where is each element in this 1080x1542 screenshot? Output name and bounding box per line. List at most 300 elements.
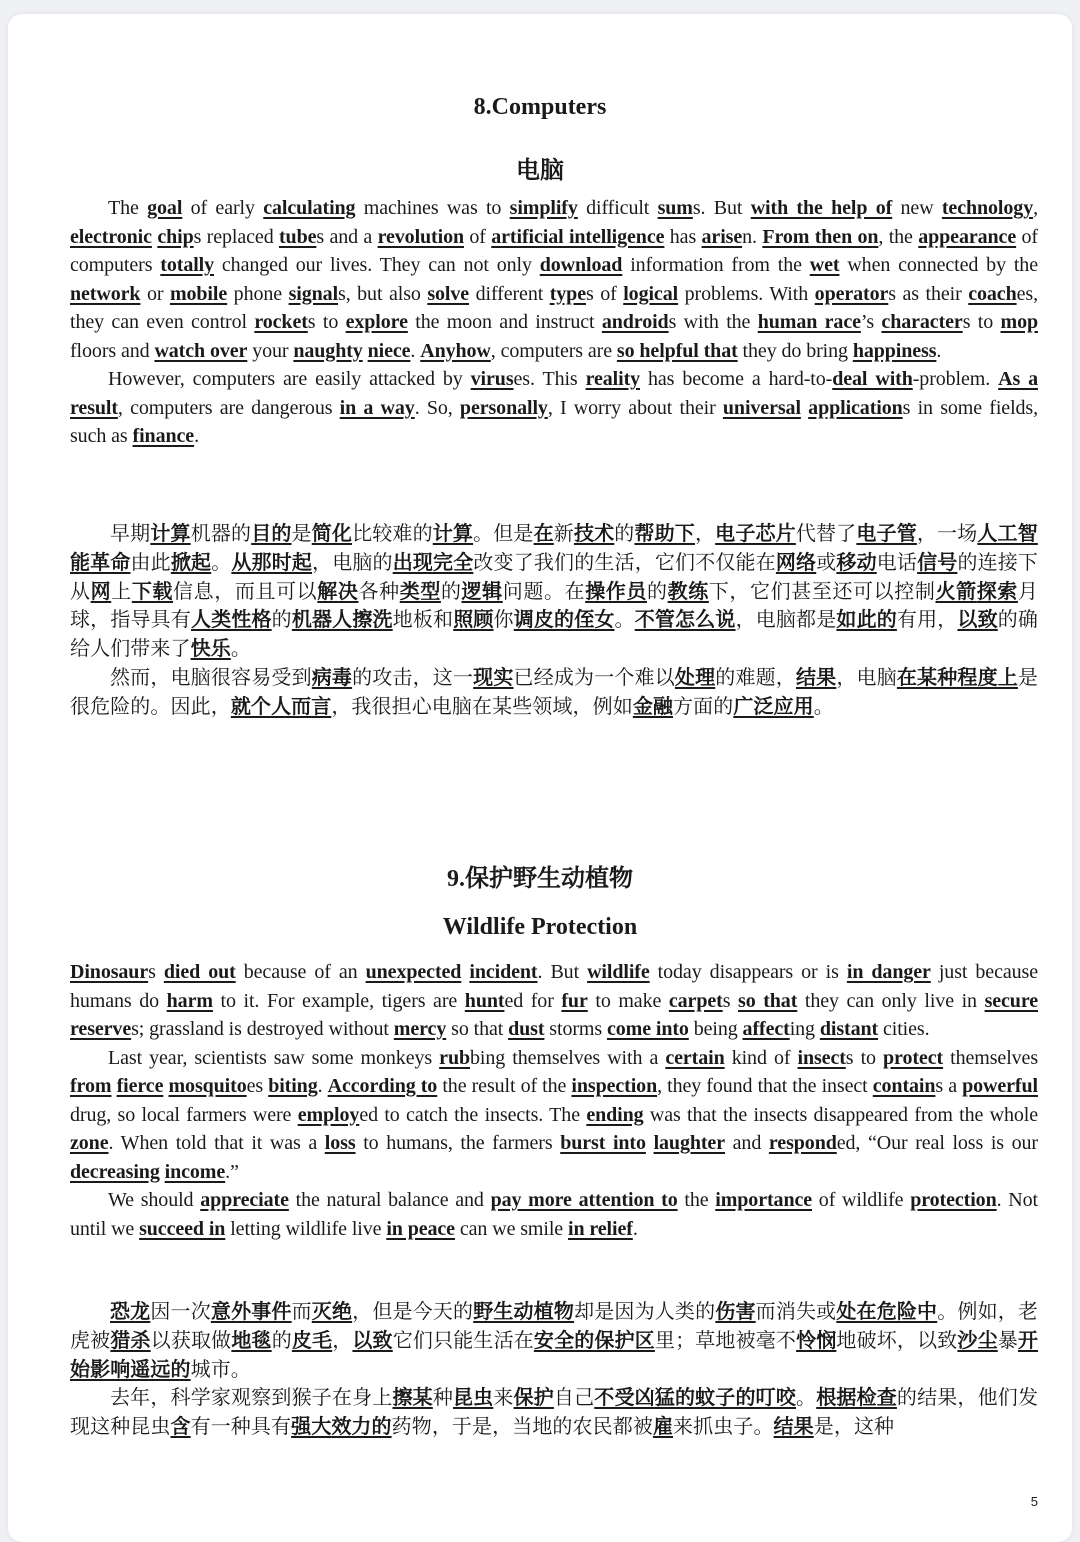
text-run: 却是因为人类的 <box>574 1299 716 1323</box>
text-run: 代替了 <box>795 521 857 545</box>
vocab-term: network <box>70 282 141 305</box>
vocab-term: As a result <box>70 368 1038 419</box>
vocab-term: died out <box>163 961 236 983</box>
text-run: 。 <box>813 693 834 718</box>
text-run: they do bring <box>737 339 853 362</box>
text-run: s as their <box>888 282 969 305</box>
section8-subtitle: 电脑 <box>516 158 564 184</box>
vocab-term: in peace <box>386 1217 455 1240</box>
vocab-term: 计算 <box>432 521 474 545</box>
text-run: ’s <box>860 311 882 333</box>
text-run: s with the <box>668 311 758 333</box>
vocab-term: 在 <box>533 521 554 545</box>
text-run: We should <box>108 1189 201 1211</box>
text-run: ， <box>332 1327 353 1352</box>
vocab-term: 掀起 <box>170 549 212 574</box>
text-run: However, computers are easily attacked by <box>108 368 471 390</box>
text-run: s <box>148 961 164 983</box>
vocab-term: wildlife <box>587 961 650 983</box>
text-run: 是很危险的。因此， <box>70 664 1039 718</box>
text-run: , <box>1033 197 1038 219</box>
text-run: can we smile <box>454 1217 568 1240</box>
vocab-term: 探索 <box>976 578 1018 603</box>
vocab-term: 就个人而言 <box>230 693 332 718</box>
text-run: the moon and instruct <box>407 311 602 333</box>
vocab-term: chip <box>157 225 194 248</box>
text-run: 的 <box>440 578 462 603</box>
vocab-term: 计算 <box>150 521 191 545</box>
vocab-term: 逻辑 <box>461 578 503 603</box>
text-run: 是 <box>291 521 312 545</box>
vocab-term: totally <box>160 254 215 276</box>
text-run: 。 <box>230 636 251 661</box>
vocab-term: 下载 <box>131 578 174 603</box>
vocab-term: coach <box>968 282 1017 305</box>
text-run: 机器的 <box>190 521 252 545</box>
vocab-term: 以致 <box>957 607 998 632</box>
text-run: 有用， <box>896 607 958 632</box>
vocab-term: 安全的保护区 <box>533 1327 655 1352</box>
vocab-term: so that <box>738 989 798 1012</box>
text-run: 月球，指导具有 <box>70 578 1039 632</box>
vocab-term: 电子管 <box>856 521 917 545</box>
text-run: the natural balance and <box>288 1189 491 1211</box>
text-run: 而消失或 <box>755 1299 837 1323</box>
text-run: es, they can even control <box>70 282 1038 333</box>
text-run: cities. <box>878 1018 930 1040</box>
vocab-term: decreasing <box>70 1160 160 1183</box>
vocab-term: 效力的 <box>331 1414 392 1439</box>
vocab-term: 技术 <box>573 521 615 545</box>
vocab-term: contain <box>872 1075 936 1097</box>
vocab-term: 机器人擦洗 <box>291 607 393 632</box>
vocab-term: carpet <box>668 989 723 1012</box>
text-run: s to <box>962 311 1001 333</box>
paragraph <box>70 1186 1038 1243</box>
text-run: s replaced <box>193 225 279 248</box>
vocab-term: 结果 <box>795 664 837 689</box>
text-run: es. This <box>513 368 586 390</box>
text-run: s. But <box>692 197 751 219</box>
text-run: changed our lives. They can not only <box>214 254 540 276</box>
text-run: Last year, scientists saw some monkeys <box>108 1046 440 1069</box>
vocab-term: pay more attention to <box>490 1189 678 1211</box>
text-run: kind of <box>724 1046 798 1069</box>
vocab-term: character <box>881 311 963 333</box>
vocab-term: 以致 <box>352 1327 393 1352</box>
vocab-term: 完全 <box>433 549 474 574</box>
vocab-term: 现实 <box>473 664 514 689</box>
page-number: 5 <box>1030 1494 1038 1509</box>
vocab-term: solve <box>427 282 470 305</box>
text-run: they can only live in <box>797 989 985 1012</box>
vocab-term: secure <box>984 989 1039 1012</box>
text-run: of early <box>182 197 264 219</box>
text-run: s, but also <box>338 282 428 305</box>
text-run: , they found that the insect <box>657 1075 873 1097</box>
vocab-term: 如此的 <box>836 607 897 632</box>
vocab-term: so helpful that <box>616 339 738 362</box>
paragraph <box>70 958 1038 1044</box>
text-run: bing themselves with a <box>470 1046 666 1069</box>
text-run: has become a hard-to- <box>640 368 833 390</box>
vocab-term: rub <box>439 1046 470 1069</box>
vocab-term: employ <box>297 1103 360 1126</box>
vocab-term: 金融 <box>632 693 674 718</box>
vocab-term: 处在危险中 <box>836 1299 938 1323</box>
text-run: 或 <box>816 549 837 574</box>
vocab-term: affect <box>742 1018 790 1040</box>
text-run: today disappears or is <box>649 961 847 983</box>
text-run: ，电脑都是 <box>735 607 837 632</box>
vocab-term: biting <box>268 1075 318 1097</box>
text-run: 上 <box>111 578 132 603</box>
text-run: problems. With <box>678 282 815 305</box>
section9-chinese-text <box>70 1297 1038 1441</box>
text-run: being <box>688 1018 743 1040</box>
text-run: of <box>464 225 492 248</box>
text-run: the result of the <box>437 1075 572 1097</box>
vocab-term: deal with <box>832 368 913 390</box>
vocab-term: 开始影响遥远的 <box>70 1327 1039 1381</box>
vocab-term: watch over <box>154 339 248 362</box>
text-run: 地破坏，以致 <box>836 1327 958 1352</box>
text-run: floors and <box>70 339 155 362</box>
text-run: 方面的 <box>673 693 734 718</box>
vocab-term: Anyhow <box>420 339 491 362</box>
vocab-term: application <box>808 396 903 419</box>
text-run: 的 <box>271 607 292 632</box>
text-run: . <box>317 1075 328 1097</box>
vocab-term: 灭绝 <box>311 1299 353 1323</box>
text-run: drug, so local farmers were <box>70 1103 298 1126</box>
text-run: 来抓虫子。 <box>673 1414 774 1439</box>
vocab-term: fierce <box>116 1075 164 1097</box>
vocab-term: universal <box>722 396 801 419</box>
vocab-term: 病毒 <box>311 664 353 689</box>
vocab-term: protection <box>910 1189 997 1211</box>
vocab-term: succeed in <box>139 1217 226 1240</box>
text-run: 药物，于是，当地的农民都被 <box>391 1414 653 1439</box>
vocab-term: 帮助下 <box>634 521 695 545</box>
text-run: s; grassland is destroyed without <box>131 1018 394 1040</box>
text-run: s in some fields, such as <box>70 396 1039 447</box>
text-run: ，我很担心电脑在某些领域，例如 <box>331 693 633 718</box>
vocab-term: insect <box>797 1046 846 1069</box>
vocab-term: mercy <box>393 1018 447 1040</box>
vocab-term: sum <box>657 197 693 219</box>
vocab-term: virus <box>470 368 514 390</box>
text-run: 去年，科学家观察到猴子在身上 <box>110 1385 393 1410</box>
vocab-term: powerful <box>962 1075 1038 1097</box>
vocab-term: 根据检查 <box>816 1385 897 1410</box>
text-run: 种 <box>432 1385 453 1410</box>
vocab-term: 不受凶猛的蚊子的叮咬 <box>594 1385 797 1410</box>
text-run: . <box>410 339 421 362</box>
text-run: 电话 <box>876 549 918 574</box>
vocab-term: 出现 <box>392 549 434 574</box>
text-run: 它们只能生活在 <box>392 1327 534 1352</box>
vocab-term: operator <box>814 282 889 305</box>
vocab-term: From then on <box>762 225 879 248</box>
vocab-term: inspection <box>571 1075 658 1097</box>
text-run: 问题。在 <box>502 578 586 603</box>
vocab-term: reality <box>585 368 641 390</box>
text-run: 下，它们甚至还可以控制 <box>708 578 936 603</box>
text-run: 因一次 <box>150 1299 211 1323</box>
text-run: ，电脑 <box>836 664 897 689</box>
vocab-term: tube <box>278 225 317 248</box>
paragraph <box>70 194 1038 365</box>
vocab-term: signal <box>288 282 339 305</box>
vocab-term: 网络 <box>775 549 817 574</box>
text-run: . So, <box>414 396 460 419</box>
text-run: when connected by the <box>839 254 1038 276</box>
vocab-term: mosquito <box>168 1075 247 1097</box>
text-run: 已经成为一个难以 <box>513 664 675 689</box>
vocab-term: appreciate <box>200 1189 289 1211</box>
text-run: phone <box>227 282 289 305</box>
text-run: , the <box>878 225 919 248</box>
text-run: , computers are dangerous <box>117 396 340 419</box>
vocab-term: 雇 <box>652 1414 674 1439</box>
text-run: 。 <box>211 549 232 574</box>
text-run: 地板和 <box>392 607 454 632</box>
vocab-term: 从那时起 <box>231 549 313 574</box>
text-run: 。例如，老虎被 <box>70 1299 1039 1352</box>
vocab-term: 怜悯 <box>796 1327 837 1352</box>
text-run: . Not until we <box>70 1189 1038 1240</box>
text-run: of wildlife <box>812 1189 911 1211</box>
text-run: s of <box>585 282 624 305</box>
vocab-term: 恐龙 <box>110 1299 151 1323</box>
text-run: 的 <box>614 521 635 545</box>
paragraph <box>70 1383 1038 1441</box>
vocab-term: 地毯 <box>231 1327 272 1352</box>
text-run: ed to catch the insects. The <box>359 1103 587 1126</box>
text-run: ，电脑的 <box>312 549 393 574</box>
text-run: or <box>140 282 170 305</box>
vocab-term: 处理 <box>674 664 716 689</box>
paragraph <box>70 519 1038 663</box>
text-run: 新 <box>553 521 574 545</box>
vocab-term: revolution <box>377 225 464 248</box>
text-run: storms <box>544 1018 607 1040</box>
text-run: 的 <box>271 1327 292 1352</box>
vocab-term: dust <box>508 1018 545 1040</box>
vocab-term: rocket <box>254 311 308 333</box>
vocab-term: arise <box>701 225 743 248</box>
text-run: .” <box>225 1160 239 1183</box>
vocab-term: 皮毛 <box>291 1327 333 1352</box>
vocab-term: mop <box>1000 311 1038 333</box>
text-run: n. <box>742 225 763 248</box>
text-run: so that <box>446 1018 509 1040</box>
vocab-term: 人工智能革命 <box>70 521 1038 574</box>
paragraph <box>70 1044 1038 1187</box>
vocab-term: fur <box>561 989 588 1012</box>
vocab-term: zone <box>70 1132 109 1154</box>
text-run: 由此 <box>130 549 171 574</box>
vocab-term: logical <box>623 282 679 305</box>
text-run: different <box>469 282 550 305</box>
vocab-term: 强大 <box>291 1414 332 1439</box>
text-run: to it. For example, tigers are <box>212 989 465 1012</box>
text-run: ，但是今天的 <box>352 1299 474 1323</box>
vocab-term: reserve <box>70 1018 132 1040</box>
vocab-term: in a way <box>339 396 415 419</box>
vocab-term: appearance <box>918 225 1017 248</box>
text-run: 来 <box>493 1385 514 1410</box>
text-run: 比较难的 <box>352 521 433 545</box>
vocab-term: incident <box>469 961 538 983</box>
vocab-term: technology <box>941 197 1034 219</box>
vocab-term: 广泛应用 <box>733 693 814 718</box>
vocab-term: in relief <box>567 1217 633 1240</box>
vocab-term: Dinosaur <box>70 961 149 983</box>
vocab-term: 不管怎么说 <box>634 607 736 632</box>
section8-english-text <box>70 194 1038 451</box>
vocab-term: loss <box>324 1132 356 1154</box>
text-run: The <box>108 197 148 219</box>
section9-english-text <box>70 958 1038 1243</box>
vocab-term: simplify <box>509 197 578 219</box>
text-run: 。 <box>614 607 635 632</box>
text-run: because of an <box>235 961 366 983</box>
paragraph <box>70 663 1038 721</box>
text-run: , computers are <box>490 339 617 362</box>
text-run: 早期 <box>110 521 151 545</box>
text-run: . When told that it was a <box>108 1132 325 1154</box>
vocab-term: from <box>70 1075 112 1097</box>
text-run: 有一种具有 <box>190 1414 292 1439</box>
section8-title: 8.Computers <box>473 94 607 120</box>
vocab-term: income <box>164 1160 226 1183</box>
vocab-term: 简化 <box>311 521 353 545</box>
text-run: s and a <box>316 225 378 248</box>
text-run: 的确给人们带来了 <box>70 607 1039 661</box>
text-run: 然而，电脑很容易受到 <box>110 664 312 689</box>
text-run: your <box>247 339 294 362</box>
text-run: . <box>194 425 199 447</box>
text-run: . <box>632 1217 638 1240</box>
vocab-term: wet <box>809 254 840 276</box>
text-run: 暴 <box>997 1327 1018 1352</box>
vocab-term: 操作员 <box>585 578 647 603</box>
text-run: . But <box>537 961 588 983</box>
text-run: letting wildlife live <box>225 1217 387 1240</box>
text-run: es <box>246 1075 269 1097</box>
text-run <box>646 1132 654 1154</box>
text-run: . <box>936 339 942 362</box>
section8-chinese-text <box>70 519 1038 721</box>
vocab-term: 意外事件 <box>210 1299 292 1323</box>
text-run: 的结果，他们发现这种昆虫 <box>70 1385 1039 1439</box>
text-run: the <box>677 1189 716 1211</box>
vocab-term: unexpected <box>365 961 462 983</box>
vocab-term: mobile <box>169 282 228 305</box>
vocab-term: 擦某 <box>392 1385 433 1410</box>
vocab-term: 在某种程度上 <box>896 664 1018 689</box>
vocab-term: 移动 <box>836 549 877 574</box>
text-run: s to <box>845 1046 884 1069</box>
text-run: 而 <box>291 1299 312 1323</box>
vocab-term: 电子芯片 <box>715 521 796 545</box>
text-run: -problem. <box>912 368 999 390</box>
vocab-term: burst into <box>560 1132 646 1154</box>
text-run: just because humans do <box>70 961 1038 1012</box>
vocab-term: 信号 <box>917 549 958 574</box>
vocab-term: come into <box>606 1018 689 1040</box>
vocab-term: 猎杀 <box>110 1327 151 1352</box>
text-run: ed for <box>504 989 562 1012</box>
vocab-term: hunt <box>464 989 505 1012</box>
text-run: ， <box>694 521 716 545</box>
vocab-term: 目的 <box>251 521 292 545</box>
vocab-term: 含 <box>170 1414 191 1439</box>
vocab-term: niece <box>367 339 411 362</box>
text-run: , I worry about their <box>547 396 723 419</box>
vocab-term: 快乐 <box>190 636 231 661</box>
text-run: 的 <box>647 578 668 603</box>
text-run: information from the <box>622 254 810 276</box>
text-run: 是，这种 <box>813 1414 895 1439</box>
text-run: 里；草地被毫不 <box>654 1327 797 1352</box>
vocab-term: 沙尘 <box>957 1327 998 1352</box>
paragraph <box>70 365 1038 451</box>
vocab-term: calculating <box>263 197 356 219</box>
text-run: ing <box>789 1018 820 1040</box>
vocab-term: 昆虫 <box>453 1385 494 1410</box>
section9-title: 9.保护野生动植物 <box>447 866 633 892</box>
vocab-term: protect <box>883 1046 944 1069</box>
text-run: new <box>892 197 942 219</box>
vocab-term: finance <box>132 425 195 447</box>
text-run: ，一场 <box>916 521 978 545</box>
text-run: of computers <box>70 225 1038 276</box>
vocab-term: 类型 <box>399 578 441 603</box>
vocab-term: goal <box>147 197 183 219</box>
text-run: 。 <box>796 1385 817 1410</box>
text-run: 改变了我们的生活，它们不仅能在 <box>473 549 776 574</box>
text-run: 以获取做 <box>150 1327 232 1352</box>
vocab-term: download <box>539 254 623 276</box>
text-run: 自己 <box>553 1385 595 1410</box>
vocab-term: certain <box>665 1046 725 1069</box>
vocab-term: 人类性格 <box>191 607 272 632</box>
text-run: 各种 <box>358 578 400 603</box>
vocab-term: harm <box>166 989 213 1012</box>
vocab-term: 照顾 <box>453 607 494 632</box>
vocab-term: 火箭 <box>935 578 977 603</box>
vocab-term: type <box>549 282 586 305</box>
document-page <box>8 14 1072 1542</box>
vocab-term: 教练 <box>667 578 709 603</box>
text-run: machines was to <box>355 197 510 219</box>
vocab-term: According to <box>327 1075 438 1097</box>
vocab-term: happiness <box>852 339 937 362</box>
vocab-term: 保护 <box>513 1385 554 1410</box>
text-run: difficult <box>577 197 658 219</box>
text-run: ed, “Our real loss is our <box>836 1132 1038 1154</box>
text-run: 信息，而且可以 <box>173 578 318 603</box>
text-run: 你 <box>493 607 514 632</box>
text-run: and <box>724 1132 769 1154</box>
paragraph <box>70 1297 1038 1383</box>
vocab-term: 野生动植物 <box>473 1299 575 1323</box>
vocab-term: in danger <box>846 961 931 983</box>
vocab-term: distant <box>819 1018 879 1040</box>
